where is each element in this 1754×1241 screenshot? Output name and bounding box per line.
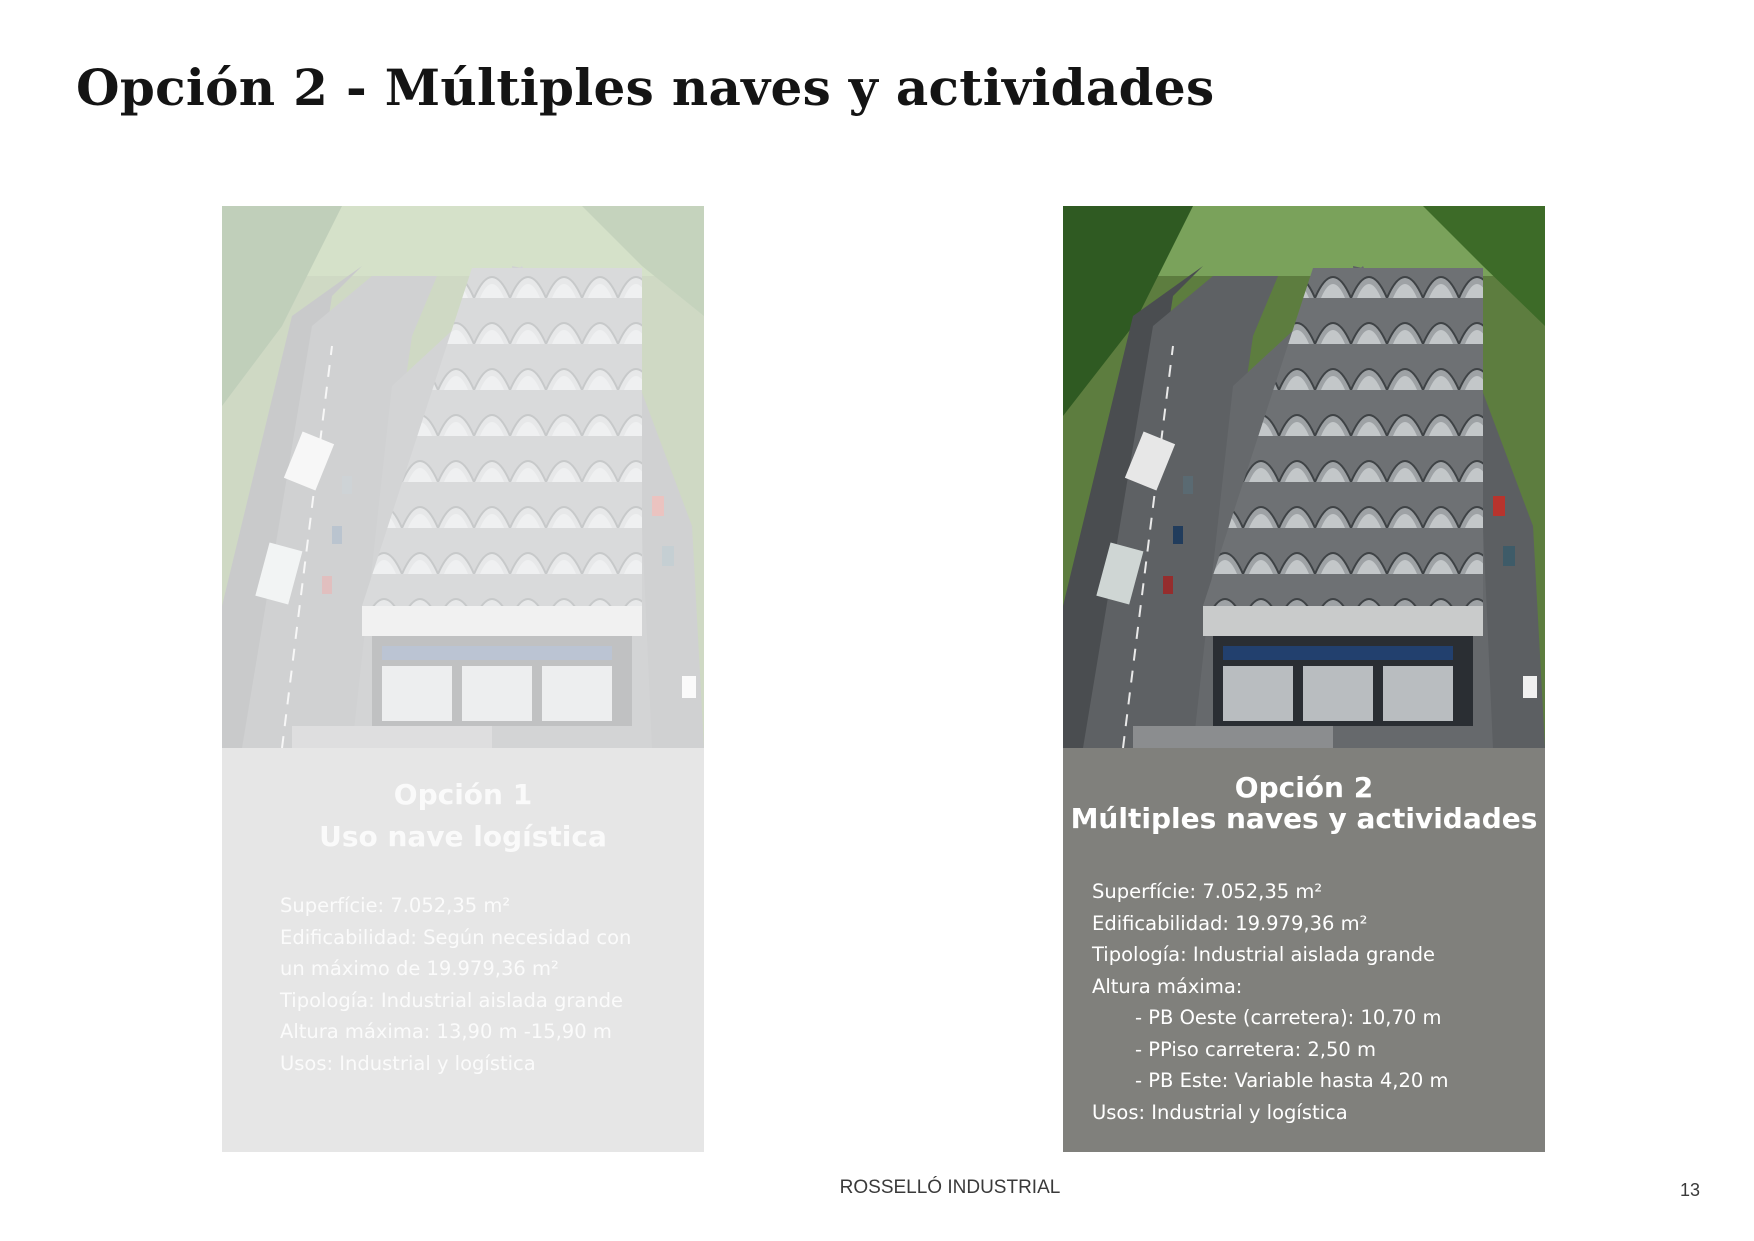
footer-brand: ROSSELLÓ INDUSTRIAL [839, 1177, 1061, 1198]
option-2-card[interactable] [1063, 206, 1545, 1152]
spec-subitem: - PPiso carretera: 2,50 m [1135, 1037, 1376, 1061]
page-number: 13 [1679, 1180, 1700, 1200]
option-1-heading-subtitle: Uso nave logística [319, 820, 607, 853]
option-2-aerial-render [1063, 206, 1545, 748]
option-1-heading-number: Opción 1 [393, 778, 533, 811]
spec-item: Superfície: 7.052,35 m² [280, 894, 511, 917]
option-2-heading-subtitle: Múltiples naves y actividades [1070, 802, 1538, 835]
option-1-spec-list [280, 890, 631, 1079]
spec-item: Edificabilidad: Según necesidad con [280, 925, 632, 949]
option-1-aerial-render [222, 206, 704, 748]
page-title: Opción 2 - Múltiples naves y actividades [76, 58, 1215, 117]
option-1-card[interactable] [222, 206, 704, 1152]
spec-item: Altura máxima: [1092, 974, 1243, 998]
spec-subitem: - PB Este: Variable hasta 4,20 m [1135, 1069, 1449, 1092]
option-2-heading [1063, 772, 1545, 834]
spec-item: un máximo de 19.979,36 m² [280, 957, 559, 980]
spec-item: Tipología: Industrial aislada grande [280, 988, 624, 1012]
spec-item: Edificabilidad: 19.979,36 m² [1092, 911, 1368, 935]
spec-item: Usos: Industrial y logística [1092, 1100, 1348, 1124]
spec-item: Superfície: 7.052,35 m² [1092, 880, 1323, 903]
option-2-spec-list [1092, 876, 1449, 1128]
spec-subitem: - PB Oeste (carretera): 10,70 m [1135, 1006, 1442, 1029]
option-1-heading [222, 774, 704, 858]
spec-item: Altura máxima: 13,90 m -15,90 m [280, 1020, 612, 1043]
option-2-heading-number: Opción 2 [1234, 771, 1374, 804]
spec-item: Tipología: Industrial aislada grande [1092, 943, 1436, 966]
spec-item: Usos: Industrial y logística [280, 1051, 536, 1075]
option-2-info-panel [1063, 748, 1545, 1152]
option-1-info-panel [222, 748, 704, 1152]
